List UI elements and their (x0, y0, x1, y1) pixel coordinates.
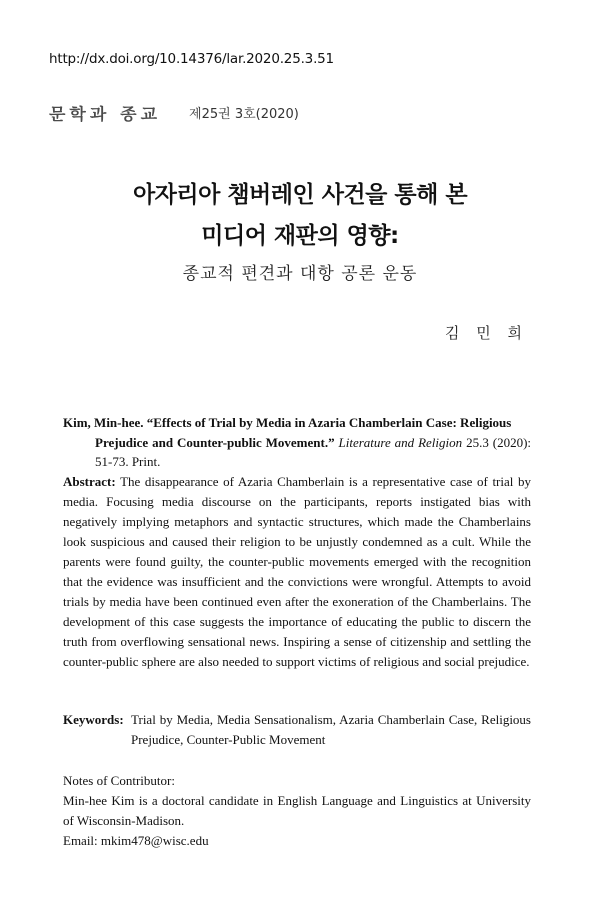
contributor-heading: Notes of Contributor: (63, 773, 175, 788)
author-name: 김 민 희 (444, 324, 528, 342)
keywords (63, 710, 531, 750)
doi-link[interactable]: http://dx.doi.org/10.14376/lar.2020.25.3.51 (49, 51, 334, 67)
subtitle: 종교적 편견과 대항 공론 운동 (182, 264, 418, 284)
abstract-text: The disappearance of Azaria Chamberlain is a representative case of trial by media. Focusing media discourse on the participants, reports instigated bias with negatively implying metaphors and syntactic structures, which made the Chamberlains look suspicious and caused their religion to be unjustly condemned as a cult. While the parents were found guilty, the counter-public movements emerged with the recognition that the evidence was insufficient and the convictions were wrongful. Attempts to avoid trials by media have been continued even after the exoneration of the Chamberlains. The development of this case suggests the importance of educating the public to discern the truth from overflowing sensational news. Inspiring a sense of citizenship and settling the counter-public sphere are also needed to support victims of religious and social prejudice. (63, 474, 531, 669)
citation-details: (2020): 51-73. Print. (95, 434, 532, 469)
keywords-text: Trial by Media, Media Sensationalism, Azaria Chamberlain Case, Religious Prejudice, Counter-Public Movement (131, 712, 531, 747)
issue-info: 제25권 3호(2020) (189, 107, 299, 122)
contributor-notes (63, 771, 531, 851)
title-line-2: 미디어 재판의 영향: (201, 223, 399, 249)
citation-journal: Literature and Religion (338, 434, 463, 450)
citation-title-part2: Prejudice and Counter-public Movement.” (95, 434, 335, 450)
abstract (63, 472, 531, 672)
citation (63, 413, 531, 472)
citation-title-part1: “Effects of Trial by Media in Azaria Chamberlain Case: Religious (146, 415, 512, 430)
abstract-label: Abstract: (63, 474, 116, 489)
journal-logo: 문학과 종교 (49, 105, 162, 125)
journal-header (49, 100, 299, 125)
citation-continuation (63, 433, 531, 472)
contributor-email[interactable]: Email: mkim478@wisc.edu (63, 833, 209, 848)
citation-author: Kim, Min-hee. (63, 415, 144, 430)
citation-volume: 25.3 (466, 434, 489, 450)
title-line-1: 아자리아 챔버레인 사건을 통해 본 (132, 182, 468, 208)
keywords-label: Keywords: (63, 712, 124, 727)
contributor-bio: Min-hee Kim is a doctoral candidate in English Language and Linguistics at University of Wisconsin-Madison. (63, 793, 531, 828)
